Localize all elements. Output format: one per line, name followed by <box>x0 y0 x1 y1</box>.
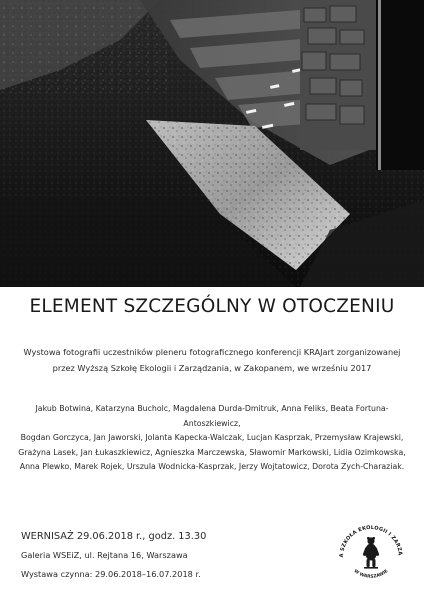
header-photograph <box>0 0 424 287</box>
authors-line: Grażyna Lasek, Jan Łukaszkiewicz, Agnieszka Marczewska, Sławomir Markowski, Lidia Ozimkowska, <box>18 447 406 457</box>
svg-text:W WARSZAWIE: W WARSZAWIE <box>352 568 390 580</box>
intro-text <box>18 345 406 376</box>
exhibition-dates: Wystawa czynna: 29.06.2018–16.07.2018 r. <box>21 569 201 579</box>
authors-line: Anna Plewko, Marek Rojek, Urszula Wodnicka-Kasprzak, Jerzy Wojtatowicz, Dorota Zych-Charaziak. <box>19 462 405 472</box>
stone-stairs-photo <box>0 0 424 287</box>
wseiz-seal-logo <box>334 517 408 591</box>
authors-list <box>18 402 406 475</box>
gallery-address: Galeria WSEiZ, ul. Rejtana 16, Warszawa <box>21 550 188 560</box>
bear-figure-icon <box>363 537 380 569</box>
svg-text:WYŻSZA SZKOŁA EKOLOGII I ZARZĄ: A SZKOŁA EKOLOGII I ZARZĄ <box>338 524 404 558</box>
intro-line: Wystowa fotografii uczestników pleneru fotograficznego konferencji KRAJart zorganizowanej <box>23 347 401 357</box>
authors-line: Bogdan Gorczyca, Jan Jaworski, Jolanta Kapecka-Walczak, Lucjan Kasprzak, Przemysław Krajewski, <box>20 433 404 443</box>
wernisaz-date: WERNISAŻ 29.06.2018 r., godz. 13.30 <box>21 531 207 542</box>
authors-line: Jakub Botwina, Katarzyna Bucholc, Magdalena Durda-Dmitruk, Anna Feliks, Beata Fortuna-Antoszkiewicz, <box>35 404 389 428</box>
poster-title: ELEMENT SZCZEGÓLNY W OTOCZENIU <box>29 296 395 317</box>
intro-line: przez Wyższą Szkołę Ekologii i Zarządzania, w Zakopanem, we wrześniu 2017 <box>52 362 372 373</box>
